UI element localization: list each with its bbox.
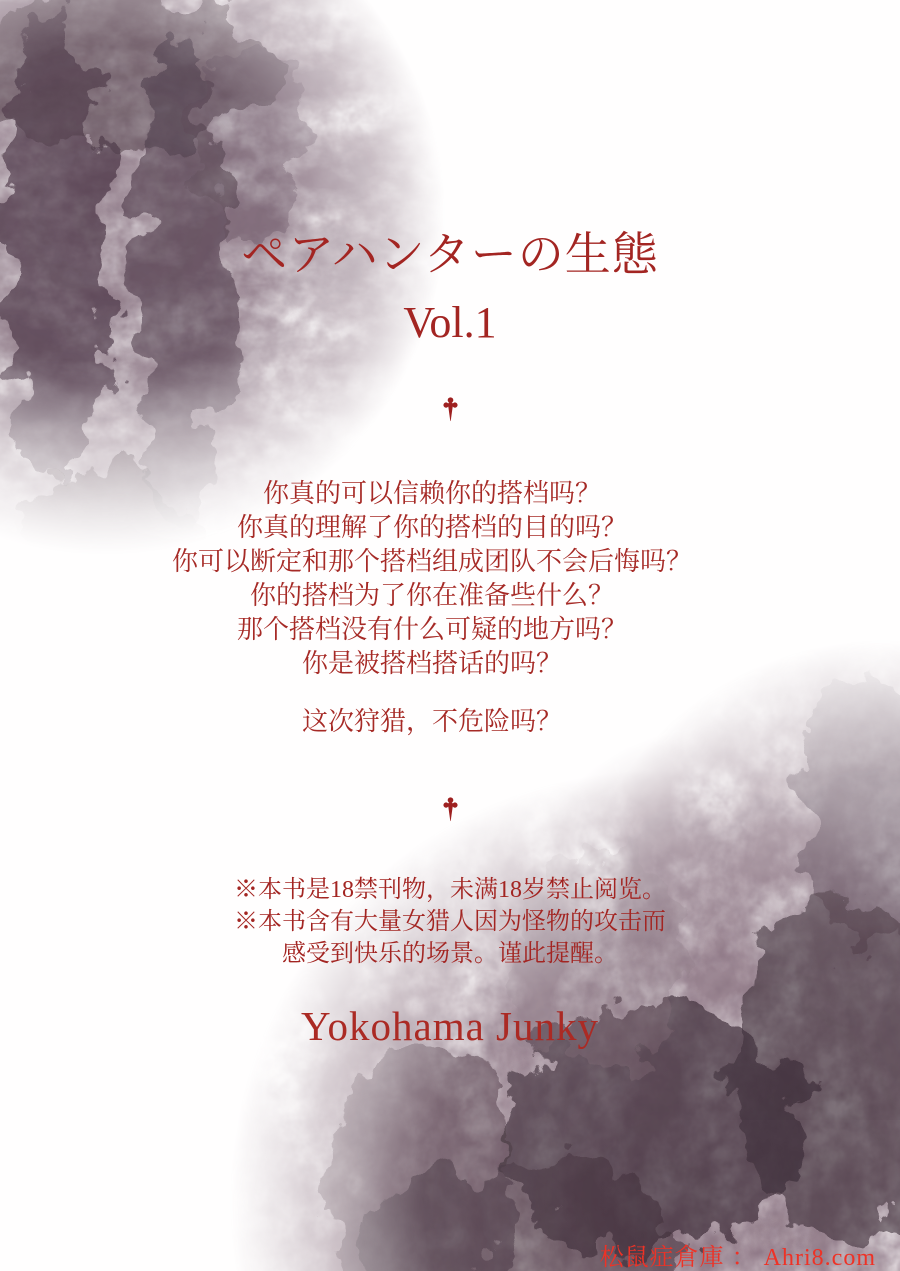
question-line: 那个搭档没有什么可疑的地方吗？ [236,615,627,644]
notice-line: ※本书是18禁刊物，未满18岁禁止阅览。 [234,877,666,903]
cross-divider-bottom [0,796,900,829]
question-line: 你真的理解了你的搭档的目的吗？ [236,513,627,542]
scanlation-watermark: 松鼠症倉庫 ： Ahri8.com [599,1245,876,1271]
question-line: 你真的可以信赖你的搭档吗？ [262,479,601,508]
age-notice-block [0,874,900,970]
notice-line: ※本书含有大量女猎人因为怪物的攻击而 [234,909,666,935]
question-line: 你是被搭档搭话的吗？ [301,649,562,678]
notice-line: 感受到快乐的场景。谨此提醒。 [282,941,618,967]
cross-icon [442,396,459,424]
cross-divider-top [0,396,900,429]
page-title: ペアハンターの生態 [241,229,659,280]
question-line: 你可以断定和那个搭档组成团队不会后悔吗？ [171,547,692,576]
cross-icon [442,796,459,824]
question-block [0,477,882,739]
volume-label: Vol.1 [403,298,497,347]
question-line: 你的搭档为了你在准备些什么？ [249,581,614,610]
circle-credit: Yokohama Junky [301,1003,599,1049]
final-question-line: 这次狩猎，不危险吗？ [301,707,562,736]
